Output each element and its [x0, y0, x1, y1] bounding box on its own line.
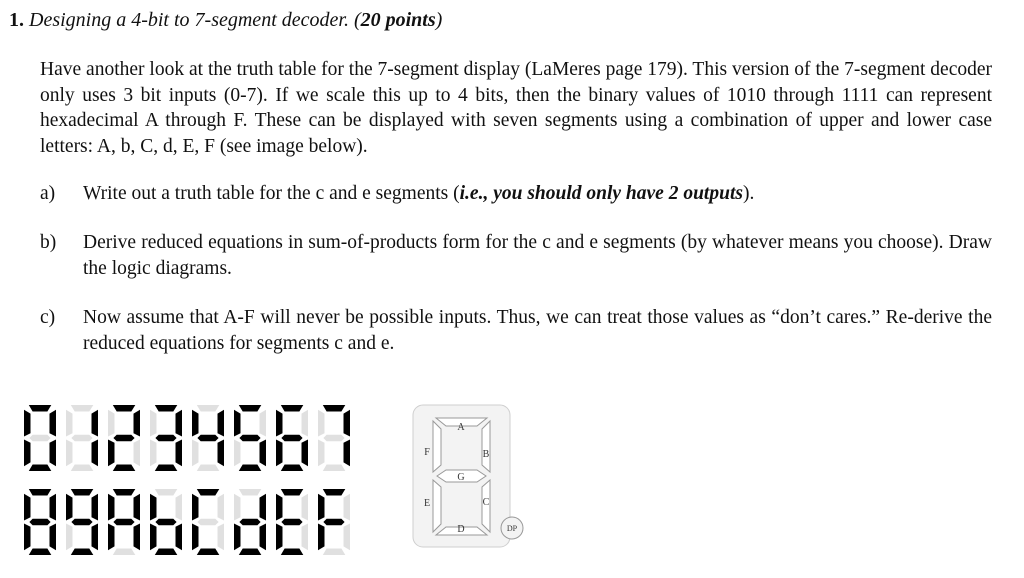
- label-seg-c: C: [482, 497, 490, 508]
- digit-F-seg-e: [318, 524, 325, 551]
- digit-5-seg-e: [234, 440, 241, 467]
- digit-8-seg-e: [24, 524, 31, 551]
- digit-C-seg-c: [218, 524, 225, 551]
- digit-C-seg-b: [218, 494, 225, 521]
- digit-7-seg-b: [344, 410, 351, 437]
- label-seg-e: E: [423, 498, 431, 509]
- digit-3-seg-e: [150, 440, 157, 467]
- question-a-label: a): [40, 183, 56, 204]
- digit-d-seg-a: [239, 489, 261, 496]
- digit-9-seg-g: [71, 519, 92, 526]
- digit-C-seg-g: [197, 519, 218, 526]
- digit-4: [192, 405, 224, 471]
- digit-1-seg-f: [66, 410, 73, 437]
- digit-0-seg-a: [29, 405, 52, 412]
- digit-E: [276, 489, 308, 555]
- diagram-seg-f: [433, 421, 441, 472]
- digit-F-seg-c: [344, 524, 351, 551]
- problem-points: (20 points): [353, 9, 443, 31]
- digit-8-seg-b: [50, 494, 57, 521]
- digit-4-seg-b: [218, 410, 225, 437]
- digit-3-seg-f: [150, 410, 157, 437]
- digit-E-seg-f: [276, 494, 283, 521]
- digit-1-seg-b: [92, 410, 99, 437]
- digit-9: [66, 489, 98, 555]
- digit-9-seg-e: [66, 524, 73, 551]
- digit-E-seg-a: [281, 489, 304, 496]
- hex-digit-grid: [24, 405, 350, 555]
- diagram-seg-e: [433, 480, 441, 532]
- digit-6: [276, 405, 308, 471]
- digit-d-seg-g: [239, 519, 260, 526]
- digit-6-seg-c: [302, 440, 309, 467]
- question-a-text: Write out a truth table for the c and e segments (i.e., you should only have 2 outputs).: [83, 183, 755, 204]
- digit-2-seg-e: [108, 440, 115, 467]
- label-seg-d: D: [457, 524, 465, 535]
- digit-7-seg-c: [344, 440, 351, 467]
- digit-1: [66, 405, 98, 471]
- digit-7-seg-g: [323, 435, 344, 442]
- digit-2-seg-g: [113, 435, 134, 442]
- digit-A-seg-e: [108, 524, 115, 551]
- digit-5-seg-a: [239, 405, 261, 412]
- digit-4-seg-d: [197, 465, 220, 472]
- digit-7-seg-d: [323, 465, 346, 472]
- diagram-seg-b: [482, 421, 490, 472]
- digit-F-seg-b: [344, 494, 351, 521]
- digit-5-seg-d: [239, 465, 261, 472]
- digit-7: [318, 405, 350, 471]
- digit-b-seg-g: [155, 519, 176, 526]
- digit-C: [192, 489, 224, 555]
- digit-6-seg-b: [302, 410, 309, 437]
- digit-1-seg-d: [71, 465, 94, 472]
- digit-F: [318, 489, 350, 555]
- digit-b-seg-d: [155, 549, 178, 556]
- digit-b-seg-b: [176, 494, 183, 521]
- digit-6-seg-a: [281, 405, 304, 412]
- label-seg-f: F: [424, 447, 430, 458]
- problem-number: 1.: [9, 9, 24, 31]
- digit-0: [24, 405, 56, 471]
- digit-A-seg-f: [108, 494, 115, 521]
- digit-C-seg-d: [197, 549, 220, 556]
- label-seg-a: A: [457, 422, 465, 433]
- label-seg-g: G: [457, 472, 465, 483]
- digit-4-seg-a: [197, 405, 220, 412]
- digit-A: [108, 489, 140, 555]
- digit-1-seg-c: [92, 440, 99, 467]
- digit-8: [24, 489, 56, 555]
- question-b-text: Derive reduced equations in sum-of-products form for the c and e segments (by whatever means you choose). Draw the logic diagrams.: [83, 232, 992, 279]
- digit-4-seg-e: [192, 440, 199, 467]
- digit-0-seg-g: [29, 435, 50, 442]
- digit-F-seg-f: [318, 494, 325, 521]
- digit-2-seg-c: [134, 440, 141, 467]
- digit-C-seg-a: [197, 489, 220, 496]
- digit-9-seg-d: [71, 549, 94, 556]
- question-a-emphasis: i.e., you should only have 2 outputs: [459, 183, 743, 204]
- digit-2-seg-b: [134, 410, 141, 437]
- digit-3-seg-a: [155, 405, 178, 412]
- digit-1-seg-g: [71, 435, 92, 442]
- digit-7-seg-a: [323, 405, 346, 412]
- digit-4-seg-c: [218, 440, 225, 467]
- digit-1-seg-e: [66, 440, 73, 467]
- digit-8-seg-g: [29, 519, 50, 526]
- digit-b-seg-f: [150, 494, 157, 521]
- digit-A-seg-a: [113, 489, 136, 496]
- digit-5-seg-g: [239, 435, 260, 442]
- digit-2: [108, 405, 140, 471]
- intro-paragraph: Have another look at the truth table for the 7-segment display (LaMeres page 179). This version of the 7-segment decoder only uses 3 bit inputs (0-7). If we scale this up to 4 bits, then the binary values of 1010 through 1111 can represent hexadecimal A through F. These can be displayed with seven segments using a combination of upper and lower case letters: A, b, C, d, E, F (see image below).: [40, 59, 992, 157]
- digit-b-seg-c: [176, 524, 183, 551]
- digit-A-seg-b: [134, 494, 141, 521]
- digit-0-seg-b: [50, 410, 57, 437]
- digit-d-seg-e: [234, 524, 241, 551]
- digit-9-seg-b: [92, 494, 99, 521]
- segment-diagram: [413, 405, 523, 547]
- digit-7-seg-e: [318, 440, 325, 467]
- digit-5: [234, 405, 266, 471]
- digit-E-seg-g: [281, 519, 302, 526]
- digit-9-seg-f: [66, 494, 73, 521]
- question-c-label: c): [40, 307, 56, 328]
- digit-3-seg-g: [155, 435, 176, 442]
- digit-5-seg-c: [260, 440, 267, 467]
- digit-0-seg-c: [50, 440, 57, 467]
- digit-b: [150, 489, 182, 555]
- digit-d: [234, 489, 266, 555]
- question-b-label: b): [40, 232, 57, 253]
- digit-4-seg-g: [197, 435, 218, 442]
- digit-1-seg-a: [71, 405, 94, 412]
- digit-b-seg-a: [155, 489, 178, 496]
- digit-E-seg-e: [276, 524, 283, 551]
- digit-3-seg-b: [176, 410, 183, 437]
- digit-9-seg-c: [92, 524, 99, 551]
- digit-0-seg-d: [29, 465, 52, 472]
- digit-0-seg-e: [24, 440, 31, 467]
- digit-8-seg-f: [24, 494, 31, 521]
- digit-8-seg-a: [29, 489, 52, 496]
- digit-9-seg-a: [71, 489, 94, 496]
- digit-E-seg-d: [281, 549, 304, 556]
- digit-8-seg-d: [29, 549, 52, 556]
- digit-3-seg-d: [155, 465, 178, 472]
- digit-A-seg-c: [134, 524, 141, 551]
- digit-F-seg-d: [323, 549, 346, 556]
- digit-A-seg-d: [113, 549, 136, 556]
- digit-2-seg-f: [108, 410, 115, 437]
- digit-6-seg-g: [281, 435, 302, 442]
- digit-C-seg-f: [192, 494, 199, 521]
- digit-6-seg-f: [276, 410, 283, 437]
- digit-6-seg-d: [281, 465, 304, 472]
- label-seg-b: B: [482, 449, 490, 460]
- digit-d-seg-f: [234, 494, 241, 521]
- digit-C-seg-e: [192, 524, 199, 551]
- digit-b-seg-e: [150, 524, 157, 551]
- digit-0-seg-f: [24, 410, 31, 437]
- digit-4-seg-f: [192, 410, 199, 437]
- question-c-text: Now assume that A-F will never be possible inputs. Thus, we can treat those values as “don’t cares.” Re-derive the reduced equations for segments c and e.: [83, 307, 992, 354]
- digit-d-seg-b: [260, 494, 267, 521]
- digit-3-seg-c: [176, 440, 183, 467]
- digit-d-seg-c: [260, 524, 267, 551]
- digit-2-seg-a: [113, 405, 136, 412]
- digit-7-seg-f: [318, 410, 325, 437]
- digit-3: [150, 405, 182, 471]
- digit-5-seg-b: [260, 410, 267, 437]
- digit-5-seg-f: [234, 410, 241, 437]
- label-seg-dp: DP: [506, 524, 518, 533]
- digit-8-seg-c: [50, 524, 57, 551]
- digit-E-seg-c: [302, 524, 309, 551]
- digit-A-seg-g: [113, 519, 134, 526]
- digit-E-seg-b: [302, 494, 309, 521]
- digit-F-seg-g: [323, 519, 344, 526]
- digit-d-seg-d: [239, 549, 261, 556]
- digit-2-seg-d: [113, 465, 136, 472]
- problem-title: Designing a 4-bit to 7-segment decoder.: [29, 9, 349, 31]
- digit-6-seg-e: [276, 440, 283, 467]
- digit-F-seg-a: [323, 489, 346, 496]
